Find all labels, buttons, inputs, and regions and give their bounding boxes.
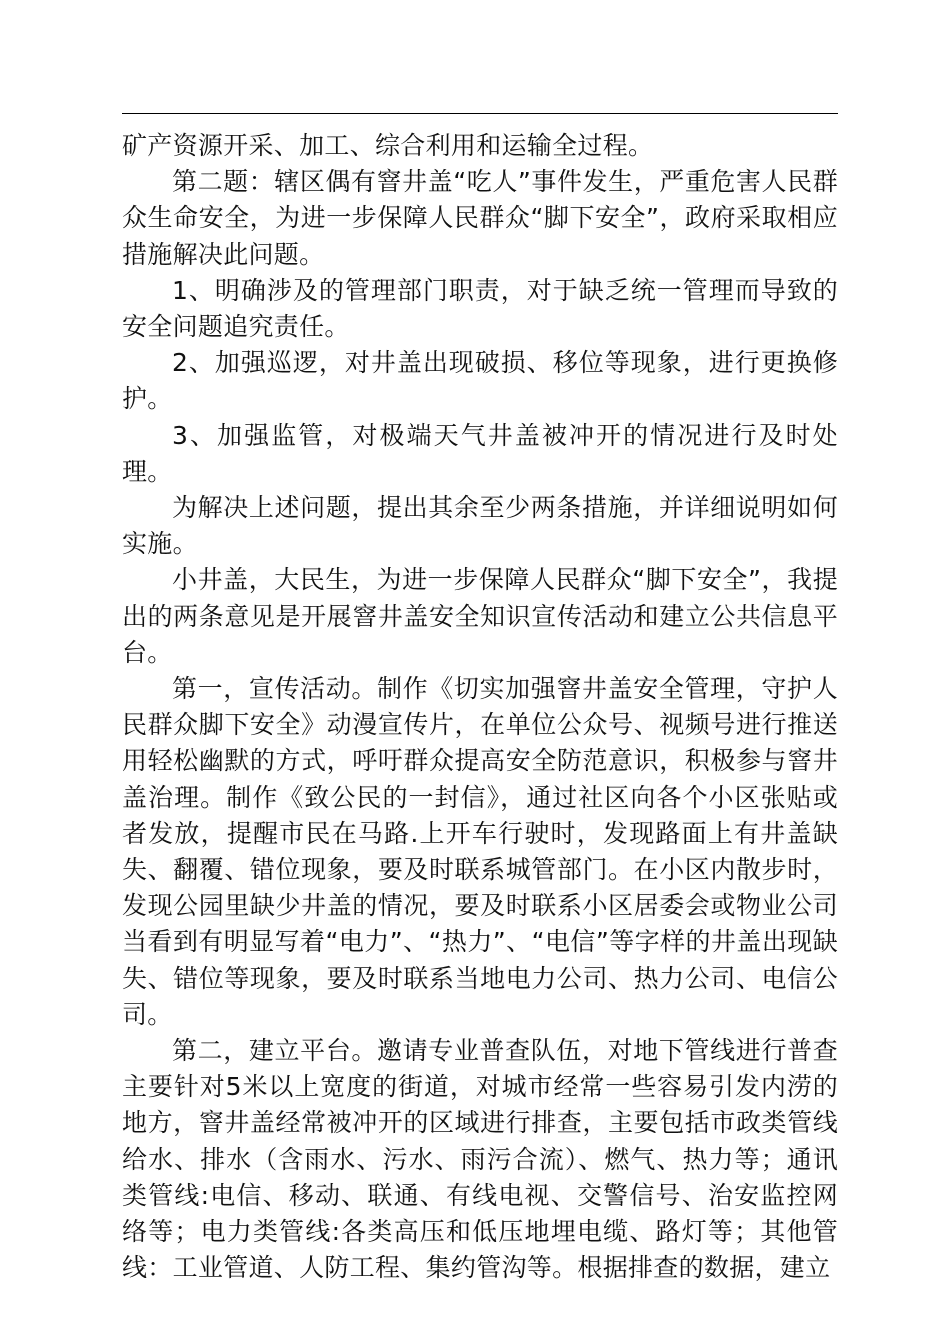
paragraph-second-platform: 第二，建立平台。邀请专业普查队伍，对地下管线进行普查主要针对5米以上宽度的街道，对城市经常一些容易引发内涝的地方，窨井盖经常被冲开的区域进行排查，主要包括市政类管线给水、排水（含雨水、污水、雨污合流）、燃气、热力等；通讯类管线:电信、移动、联通、有线电视、交警信号、治安监控网络等；电力类管线:各类高压和低压地埋电缆、路灯等；其他管线：工业管道、人防工程、集约管沟等。根据排查的数据，建立 xyxy=(122,1036,838,1283)
paragraph-question-two: 第二题：辖区偶有窨井盖“吃人”事件发生，严重危害人民群众生命安全，为进一步保障人民群众“脚下安全”，政府采取相应措施解决此问题。 xyxy=(122,167,838,269)
paragraph-task: 为解决上述问题，提出其余至少两条措施，并详细说明如何实施。 xyxy=(122,493,838,559)
paragraph-answer-intro: 小井盖，大民生，为进一步保障人民群众“脚下安全”，我提出的两条意见是开展窨井盖安全知识宣传活动和建立公共信息平台。 xyxy=(122,565,838,667)
paragraph-measure-2: 2、加强巡逻，对井盖出现破损、移位等现象，进行更换修护。 xyxy=(122,348,838,414)
paragraph-continuation: 矿产资源开采、加工、综合利用和运输全过程。 xyxy=(122,131,654,160)
paragraph-first-publicity: 第一，宣传活动。制作《切实加强窨井盖安全管理，守护人民群众脚下安全》动漫宣传片，在单位公众号、视频号进行推送用轻松幽默的方式，呼吁群众提高安全防范意识，积极参与窨井盖治理。制作《致公民的一封信》，通过社区向各个小区张贴或者发放，提醒市民在马路.上开车行驶时，发现路面上有井盖缺失、翻覆、错位现象，要及时联系城管部门。在小区内散步时，发现公园里缺少井盖的情况，要及时联系小区居委会或物业公司当看到有明显写着“电力”、“热力”、“电信”等字样的井盖出现缺失、错位等现象，要及时联系当地电力公司、热力公司、电信公司。 xyxy=(122,674,838,1029)
header-rule xyxy=(122,113,838,114)
document-body xyxy=(122,128,838,1287)
paragraph-measure-3: 3、加强监管，对极端天气井盖被冲开的情况进行及时处理。 xyxy=(122,420,838,486)
paragraph-measure-1: 1、明确涉及的管理部门职责，对于缺乏统一管理而导致的安全问题追究责任。 xyxy=(122,275,838,342)
